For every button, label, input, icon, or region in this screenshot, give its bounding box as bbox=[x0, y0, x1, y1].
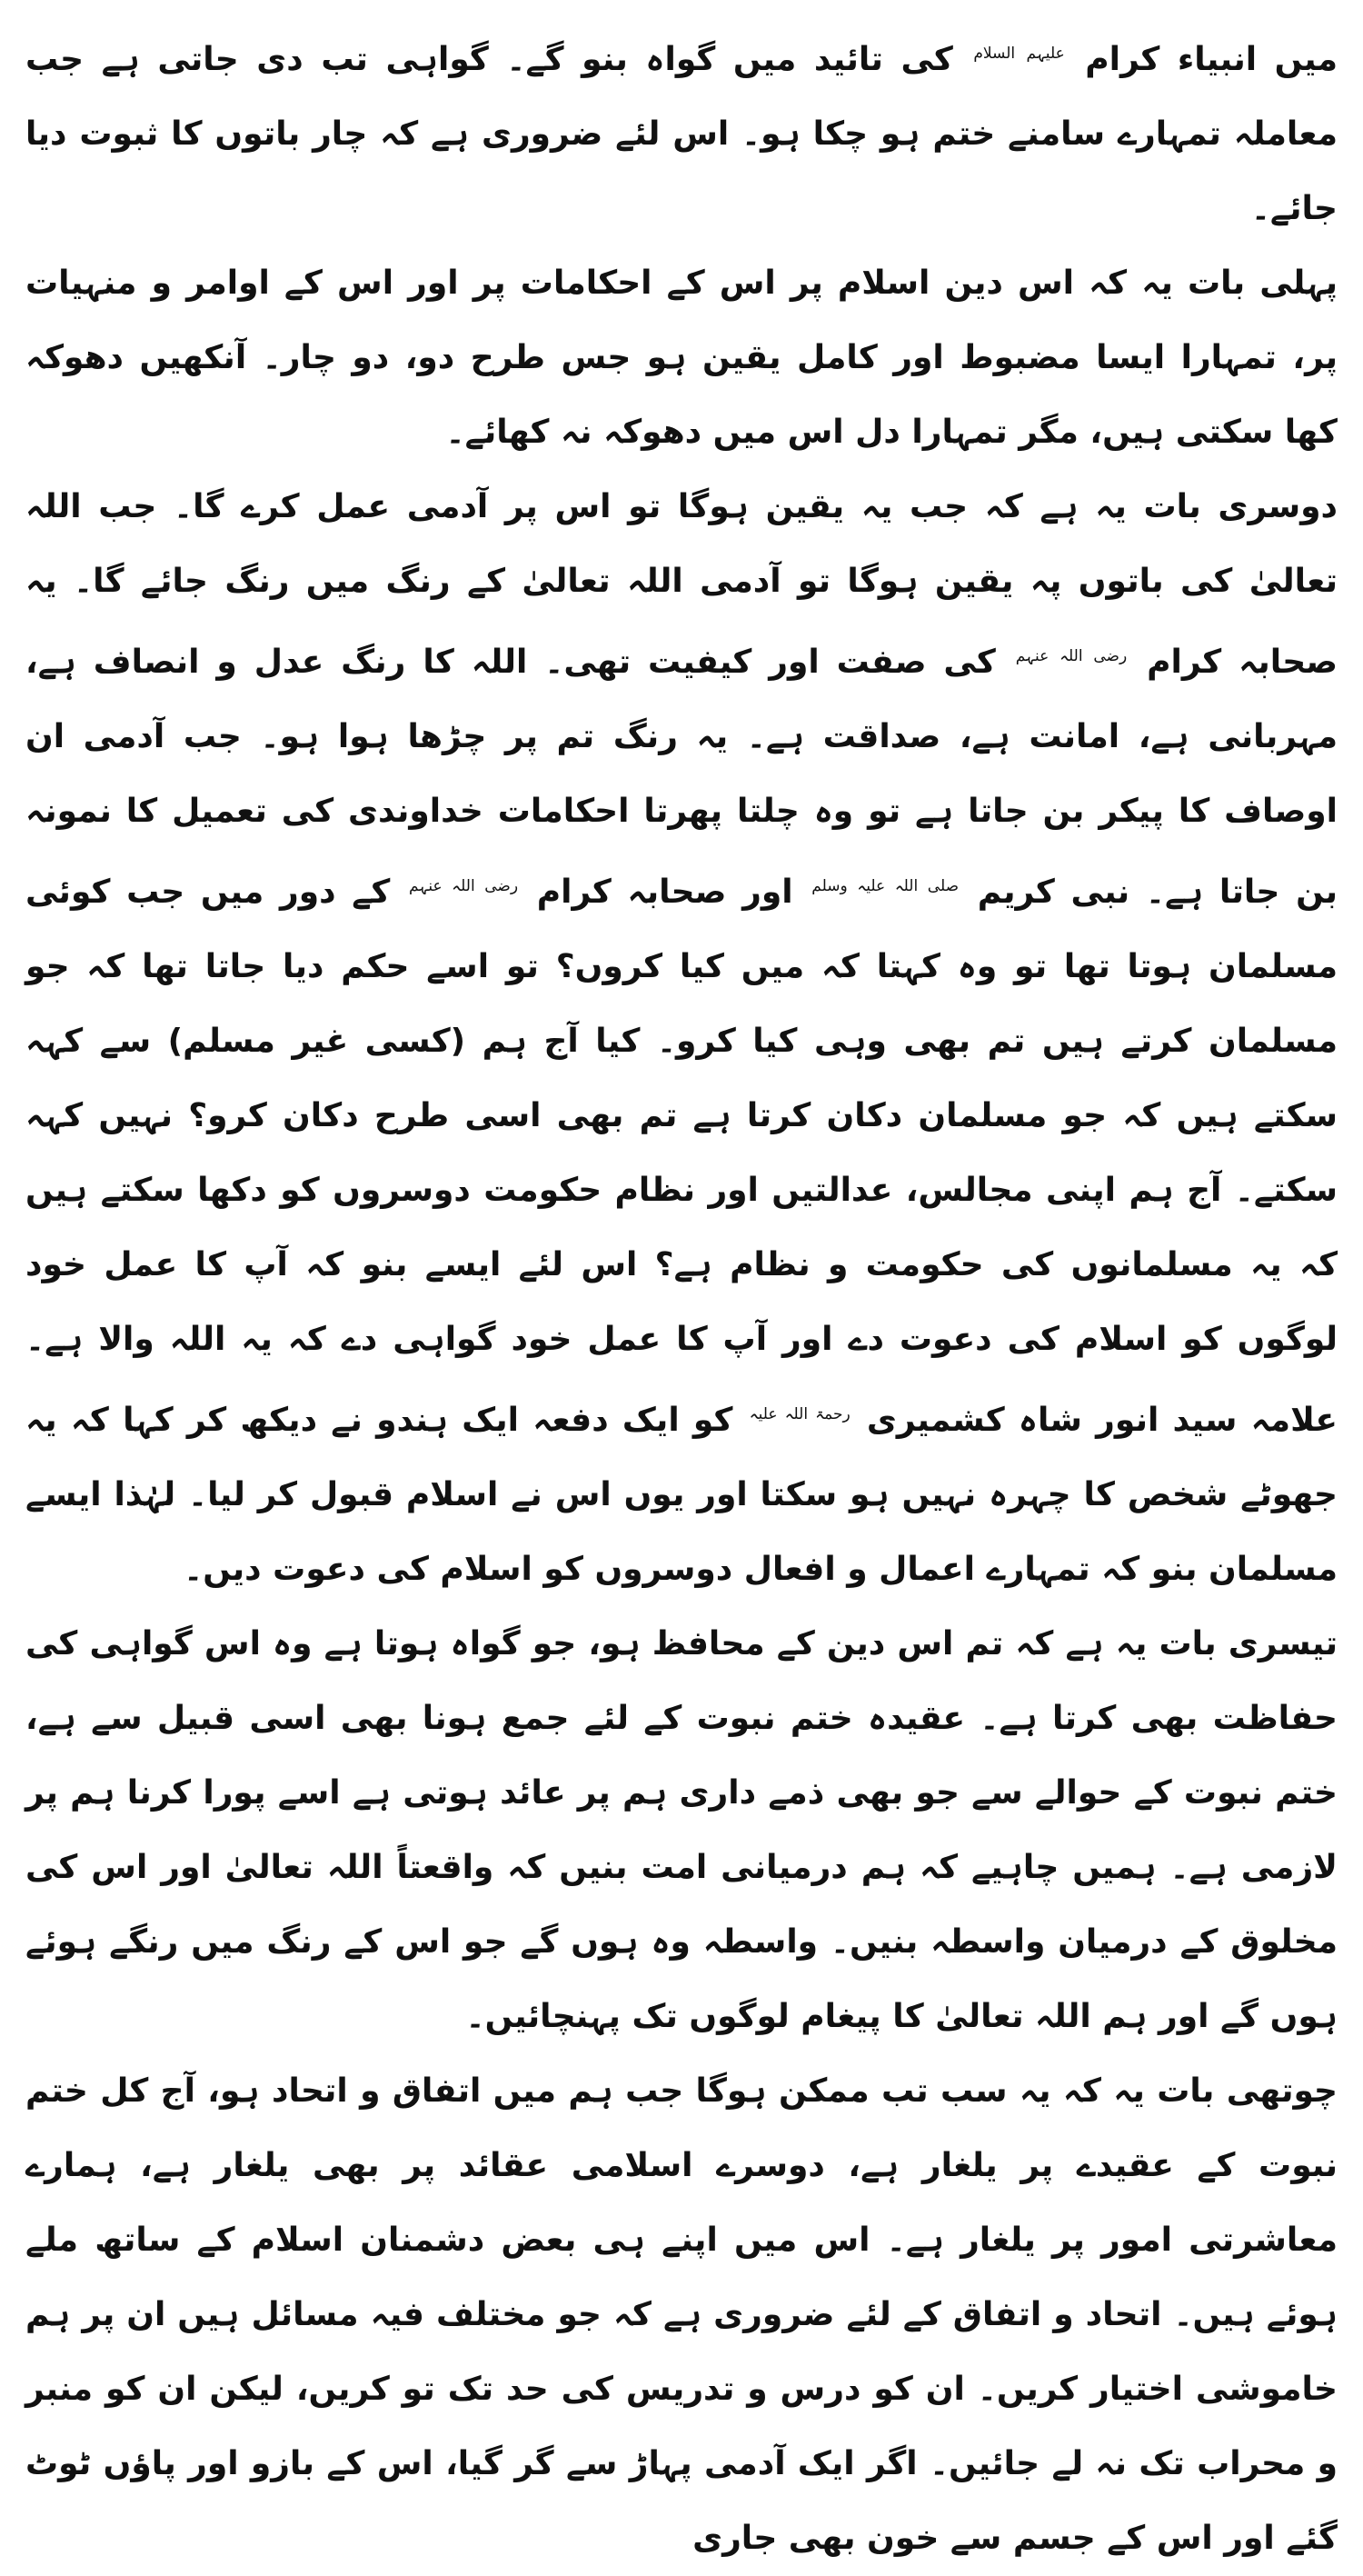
paragraph-text: میں انبیاء کرام bbox=[1067, 41, 1338, 78]
paragraph-text: کی تائید میں گواہ بنو گے۔ گواہی تب دی جاتی ہے جب معاملہ تمہارے سامنے ختم ہو چکا ہو۔ اس لئے ضروری ہے کہ چار باتوں کا ثبوت دیا جائے۔ bbox=[25, 41, 1338, 227]
paragraph-2 bbox=[25, 246, 1338, 470]
paragraph-text: تیسری بات یہ ہے کہ تم اس دین کے محافظ ہو، جو گواہ ہوتا ہے وہ اس گواہی کی حفاظت بھی کرتا ہے۔ عقیدہ ختم نبوت کے لئے جمع ہونا بھی اسی قبیل سے ہے، ختم نبوت کے حوالے سے جو بھی ذمے داری ہم پر عائد ہوتی ہے اسے پورا کرنا ہم پر لازمی ہے۔ ہمیں چاہیے کہ ہم درمیانی امت بنیں کہ واقعتاً اللہ تعالیٰ اور اس کی مخلوق کے درمیان واسطہ بنیں۔ واسطہ وہ ہوں گے جو اس کے رنگ میں رنگے ہوئے ہوں گے اور ہم اللہ تعالیٰ کا پیغام لوگوں تک پہنچائیں۔ bbox=[25, 1625, 1338, 2035]
paragraph-text: دوسری بات یہ ہے کہ جب یہ یقین ہوگا تو اس پر آدمی عمل کرے گا۔ جب اللہ تعالیٰ کی باتوں پہ یقین ہوگا تو آدمی اللہ تعالیٰ کے رنگ میں رنگ جائے گا۔ یہ صحابہ کرام bbox=[25, 488, 1338, 681]
honorific-mark: رضی اللہ عنہم bbox=[409, 877, 519, 895]
paragraph-text: پہلی بات یہ کہ اس دین اسلام پر اس کے احکامات پر اور اس کے اوامر و منہیات پر، تمہارا ایسا مضبوط اور کامل یقین ہو جس طرح دو، دو چار۔ آنکھیں دھوکہ کھا سکتی ہیں، مگر تمہارا دل اس میں دھوکہ نہ کھائے۔ bbox=[25, 265, 1338, 451]
honorific-mark: صلی اللہ علیہ وسلم bbox=[811, 877, 960, 895]
paragraph-text: کے دور میں جب کوئی مسلمان ہوتا تھا تو وہ کہتا کہ میں کیا کروں؟ تو اسے حکم دیا جاتا تھا کہ جو مسلمان کرتے ہیں تم بھی وہی کیا کرو۔ کیا آج ہم (کسی غیر مسلم) سے کہہ سکتے ہیں کہ جو مسلمان دکان کرتا ہے تم بھی اسی طرح دکان کرو؟ نہیں کہہ سکتے۔ آج ہم اپنی مجالس، عدالتیں اور نظام حکومت دوسروں کو دکھا سکتے ہیں کہ یہ مسلمانوں کی حکومت و نظام ہے؟ اس لئے ایسے بنو کہ آپ کا عمل خود لوگوں کو اسلام کی دعوت دے اور آپ کا عمل خود گواہی دے کہ یہ اللہ والا ہے۔ علامہ سید انور شاہ کشمیری bbox=[25, 874, 1338, 1439]
paragraph-1 bbox=[25, 16, 1338, 246]
honorific-mark: رضی اللہ عنہم bbox=[1015, 647, 1128, 665]
paragraph-5 bbox=[25, 2054, 1338, 2576]
paragraph-text: کو ایک دفعہ ایک ہندو نے دیکھ کر کہا کہ یہ جھوٹے شخص کا چہرہ نہیں ہو سکتا اور یوں اس نے اسلام قبول کر لیا۔ لہٰذا ایسے مسلمان بنو کہ تمہارے اعمال و افعال دوسروں کو اسلام کی دعوت دیں۔ bbox=[25, 1402, 1338, 1588]
paragraph-3 bbox=[25, 470, 1338, 1607]
paragraph-text: کی صفت اور کیفیت تھی۔ اللہ کا رنگ عدل و انصاف ہے، مہربانی ہے، امانت ہے، صداقت ہے۔ یہ رنگ تم پر چڑھا ہوا ہو۔ جب آدمی ان اوصاف کا پیکر بن جاتا ہے تو وہ چلتا پھرتا احکامات خداوندی کی تعمیل کا نمونہ بن جاتا ہے۔ نبی کریم bbox=[25, 644, 1338, 911]
document-page bbox=[25, 16, 1338, 2557]
honorific-mark: علیہم السلام bbox=[973, 45, 1065, 63]
honorific-mark: رحمۃ اللہ علیہ bbox=[749, 1405, 851, 1423]
paragraph-text: اور صحابہ کرام bbox=[521, 874, 810, 911]
paragraph-4 bbox=[25, 1607, 1338, 2054]
paragraph-text: چوتھی بات یہ کہ یہ سب تب ممکن ہوگا جب ہم میں اتفاق و اتحاد ہو، آج کل ختم نبوت کے عقیدے پر یلغار ہے، دوسرے اسلامی عقائد پر بھی یلغار ہے، ہمارے معاشرتی امور پر یلغار ہے۔ اس میں اپنے ہی بعض دشمنان اسلام کے ساتھ ملے ہوئے ہیں۔ اتحاد و اتفاق کے لئے ضروری ہے کہ جو مختلف فیہ مسائل ہیں ان پر ہم خاموشی اختیار کریں۔ ان کو درس و تدریس کی حد تک تو کریں، لیکن ان کو منبر و محراب تک نہ لے جائیں۔ اگر ایک آدمی پہاڑ سے گر گیا، اس کے بازو اور پاؤں ٹوٹ گئے اور اس کے جسم سے خون بھی جاری bbox=[25, 2072, 1338, 2557]
